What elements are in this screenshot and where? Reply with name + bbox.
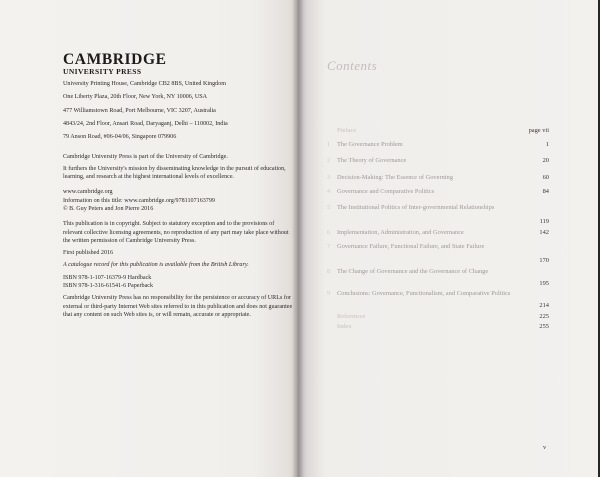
toc-entry <box>327 313 549 323</box>
isbn-hardback: ISBN 978-1-107-16379-9 Hardback <box>63 274 152 281</box>
toc-page: page vii <box>528 127 549 134</box>
toc-number: 4 <box>327 188 331 195</box>
address-line: 79 Anson Road, #06-04/06, Singapore 079906 <box>63 134 177 141</box>
toc-title: The Change of Governance and the Governance of Change <box>337 268 489 275</box>
toc-number: 7 <box>327 243 331 250</box>
toc-title: Conclusions: Governance, Functionalism, and Comparative Politics <box>337 290 511 297</box>
toc-title: Governance and Comparative Politics <box>337 188 435 195</box>
toc-number: 9 <box>327 290 331 297</box>
toc-page: 225 <box>539 313 549 320</box>
toc-entry <box>327 157 549 174</box>
book-gutter <box>292 0 304 477</box>
toc-entry <box>327 141 549 157</box>
address-line: One Liberty Plaza, 20th Floor, New York, NY 10006, USA <box>63 94 208 101</box>
toc-number: 2 <box>327 157 331 164</box>
toc-number: 3 <box>327 174 331 181</box>
toc-entry <box>327 268 549 290</box>
toc-page: 214 <box>539 302 549 309</box>
toc-page: 20 <box>542 157 549 164</box>
imprint-block <box>63 80 295 319</box>
publisher-name: CAMBRIDGE <box>63 51 167 68</box>
toc-page: 195 <box>539 280 549 287</box>
copyright-notice: This publication is in copyright. Subject to statutory exception and to the provisions of relevant collective licensing agreements, no reproduction of any part may take place without the written permission of Cambridge University Press. <box>63 221 289 244</box>
toc-entry <box>327 188 549 204</box>
mission-statement-2: It furthers the University's mission by disseminating knowledge in the pursuit of education, learning, and research at the highest international levels of excellence. <box>63 165 286 181</box>
toc-page: 84 <box>542 188 549 195</box>
toc-title: Preface <box>337 127 357 134</box>
toc-title: The Institutional Politics of Inter-governmental Relationships <box>337 204 495 211</box>
toc-number: 8 <box>327 268 331 275</box>
toc-page: 119 <box>539 218 549 225</box>
toc-title: Governance Failure, Functional Failure, and State Failure <box>337 243 485 250</box>
toc-title: The Theory of Governance <box>337 157 407 164</box>
address-list <box>63 80 295 141</box>
toc-entry <box>327 243 549 268</box>
toc-title: References <box>337 313 366 320</box>
toc-title: Index <box>337 323 352 330</box>
toc-page: 170 <box>539 257 549 264</box>
toc-title: Implementation, Administration, and Governance <box>337 229 464 236</box>
toc-entry <box>327 204 549 229</box>
page-number: v <box>543 444 547 451</box>
toc-entry <box>327 229 549 243</box>
website-link: www.cambridge.org <box>63 189 113 196</box>
toc-number: 5 <box>327 204 331 211</box>
copyright-line: © B. Guy Peters and Jon Pierre 2016 <box>63 205 154 212</box>
publisher-subname: UNIVERSITY PRESS <box>63 67 142 76</box>
catalogue-record: A catalogue record for this publication is available from the British Library. <box>63 262 249 269</box>
address-line: University Printing House, Cambridge CB2 8BS, United Kingdom <box>63 81 227 87</box>
publisher-logo <box>63 52 167 76</box>
toc-number: 6 <box>327 229 331 236</box>
title-info-url: Information on this title: www.cambridge.org/9781107163799 <box>63 197 215 204</box>
url-disclaimer: Cambridge University Press has no responsibility for the persistence or accuracy of URLs for external or third-party Internet Web sites referred to in this publication and does not guarantee that any content on such Web sites is, or will remain, accurate or appropriate. <box>63 295 293 318</box>
toc-page: 255 <box>539 323 549 330</box>
toc-entry <box>327 127 549 141</box>
contents-heading: Contents <box>327 58 378 73</box>
left-page <box>0 0 298 477</box>
table-of-contents <box>327 127 549 333</box>
isbn-paperback: ISBN 978-1-316-61541-6 Paperback <box>63 283 154 290</box>
toc-title: Decision-Making: The Essence of Governing <box>337 174 453 181</box>
toc-page: 60 <box>542 174 549 181</box>
toc-entry <box>327 323 549 333</box>
toc-page: 142 <box>539 229 549 236</box>
address-line: 477 Williamstown Road, Port Melbourne, VIC 3207, Australia <box>63 107 216 114</box>
toc-page: 1 <box>545 141 549 148</box>
toc-entry <box>327 290 549 313</box>
address-line: 4843/24, 2nd Floor, Ansari Road, Daryaganj, Delhi – 110002, India <box>63 120 228 127</box>
toc-title: The Governance Problem <box>337 141 403 148</box>
mission-statement-1: Cambridge University Press is part of the University of Cambridge. <box>63 154 228 161</box>
toc-entry <box>327 174 549 188</box>
first-published: First published 2016 <box>63 250 114 257</box>
toc-number: 1 <box>327 141 331 148</box>
